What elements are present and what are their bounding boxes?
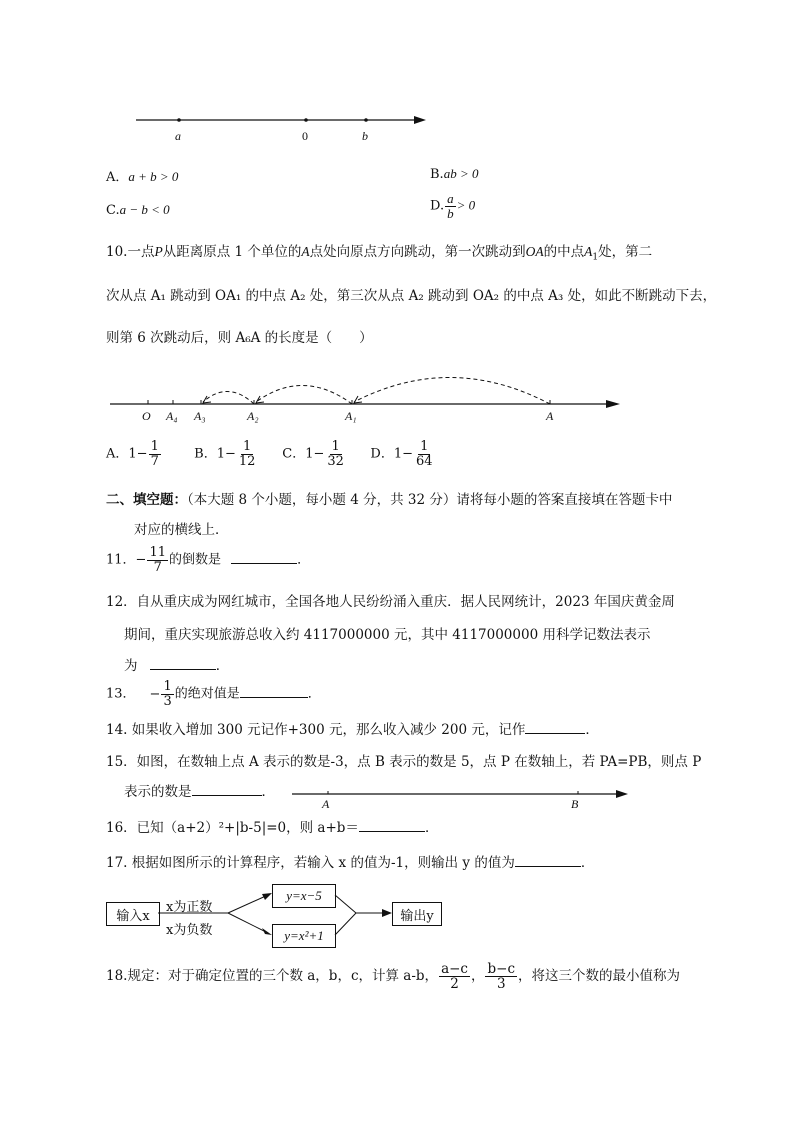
option-label: C． xyxy=(282,446,306,462)
option-expr: a − b < 0 xyxy=(119,202,170,217)
q9-label-a: a xyxy=(175,129,181,143)
flow-branch-positive: x为正数 xyxy=(166,900,213,915)
q10-line3: 则第 6 次跳动后，则 A₆A 的长度是（ ） xyxy=(106,330,373,346)
q10-label-A: A xyxy=(546,409,554,423)
text: 的中点 xyxy=(543,244,585,260)
q9-label-b: b xyxy=(362,129,368,143)
flow-input-box: 输入x xyxy=(106,902,160,926)
text: ． xyxy=(307,686,321,702)
q10-label-A3: A₃ xyxy=(194,409,206,423)
fraction-denominator: 7 xyxy=(153,559,162,575)
fraction-denominator: 2 xyxy=(450,976,459,993)
fraction-denominator: 7 xyxy=(150,453,159,469)
section2-desc: （本大题 8 个小题，每小题 4 分，共 32 分）请将每小题的答案直接填在答题卡中 xyxy=(187,492,673,508)
flow-branch-negative: x为负数 xyxy=(166,923,213,938)
option-prefix: 1− xyxy=(216,446,236,462)
q10-label-A4: A₄ xyxy=(166,409,178,423)
q10-label-A2: A₂ xyxy=(247,409,259,423)
text: 从距离原点 1 个单位的 xyxy=(162,244,302,260)
fraction-numerator: b−c xyxy=(487,961,515,977)
text: 表示的数是 xyxy=(124,784,192,800)
option-expr: a + b > 0 xyxy=(128,169,179,184)
fraction-numerator: a−c xyxy=(441,961,468,977)
question-number: 13． xyxy=(106,686,136,702)
flow-formula-bottom: y=x²+1 xyxy=(272,924,336,948)
section2-line2: 对应的横线上． xyxy=(134,522,229,538)
q10-line2: 次从点 A₁ 跳动到 OA₁ 的中点 A₂ 处，第三次从点 A₂ 跳动到 OA₂ 的中点 A₃ 处，如此不断跳动下去， xyxy=(106,288,717,304)
text: 点处向原点方向跳动，第一次跳动到 xyxy=(309,244,526,260)
q12-line2: 期间，重庆实现旅游总收入约 4117000000 元，其中 4117000000 用科学记数法表示 xyxy=(124,627,651,643)
text: 1 xyxy=(592,252,599,263)
q10-label-A1: A₁ xyxy=(345,409,357,423)
text: ． xyxy=(297,552,311,568)
fraction-denominator: 64 xyxy=(416,453,433,469)
option-label: D． xyxy=(370,446,394,462)
text: ． xyxy=(424,820,439,836)
text: 14. 如果收入增加 300 元记作+300 元，那么收入减少 200 元，记作 xyxy=(106,722,526,738)
fraction-denominator: 12 xyxy=(238,453,256,469)
option-prefix: 1− xyxy=(128,446,148,462)
fraction-denominator: 3 xyxy=(496,976,506,993)
option-expr: > 0 xyxy=(456,197,476,213)
sign: − xyxy=(135,552,147,568)
q12-line1: 12．自从重庆成为网红城市，全国各地人民纷纷涌入重庆．据人民网统计，2023 年国庆黄金周 xyxy=(106,594,675,610)
q9-label-zero: 0 xyxy=(302,129,308,143)
option-label: B． xyxy=(194,446,217,462)
question-number: 11． xyxy=(106,552,136,568)
text: P xyxy=(154,244,163,259)
fraction-denominator: b xyxy=(447,205,454,221)
fraction-numerator: 1 xyxy=(331,439,340,454)
text: 的绝对值是 xyxy=(174,686,240,702)
text: 17. 根据如图所示的计算程序，若输入 x 的值为-1，则输出 y 的值为 xyxy=(106,855,515,871)
option-prefix: 1− xyxy=(393,446,414,462)
fraction-denominator: 32 xyxy=(327,453,344,469)
option-expr: ab > 0 xyxy=(443,166,479,181)
text: 10.一点 xyxy=(106,244,155,260)
text: ． xyxy=(215,658,230,674)
text: OA xyxy=(525,244,544,259)
sign: − xyxy=(149,686,161,702)
text: A xyxy=(584,244,593,259)
fraction-numerator: 1 xyxy=(163,679,172,694)
section2-heading: 二、填空题： xyxy=(106,492,187,508)
flow-output-box: 输出y xyxy=(392,902,442,926)
text: 为 xyxy=(124,658,138,674)
q18: 18.规定：对于确定位置的三个数 a，b，c，计算 a-b， $\frac{a-c}{2}$ ， $\frac{b-c}{3}$ ，将这三个数的最小值称为 xyxy=(106,961,680,993)
fraction-denominator: 3 xyxy=(163,693,172,709)
option-label: C. xyxy=(106,203,120,218)
text: 处，第二 xyxy=(598,244,653,260)
option-label: A． xyxy=(106,170,129,185)
option-label: D. xyxy=(430,198,445,214)
fraction-numerator: 1 xyxy=(150,439,159,454)
q15-line1: 15．如图，在数轴上点 A 表示的数是-3，点 B 表示的数是 5，点 P 在数轴上，若 PA=PB，则点 P xyxy=(106,754,702,770)
q15-label-A: A xyxy=(322,797,330,811)
fraction-numerator: 1 xyxy=(243,439,252,454)
text: ． xyxy=(585,722,599,738)
text: A xyxy=(301,244,310,259)
option-label: B. xyxy=(430,167,444,182)
q10-label-O: O xyxy=(142,409,151,423)
text: 18.规定：对于确定位置的三个数 a，b，c，计算 a-b， xyxy=(106,968,439,985)
fraction-numerator: 11 xyxy=(149,545,166,560)
flow-formula-top: y=x−5 xyxy=(272,884,336,908)
text: ． xyxy=(580,855,595,871)
fraction-numerator: 1 xyxy=(420,439,429,454)
option-prefix: 1− xyxy=(305,446,325,462)
fraction-numerator: a xyxy=(447,191,454,206)
q15-label-B: B xyxy=(571,797,579,811)
text: ，将这三个数的最小值称为 xyxy=(518,968,680,985)
text: ． xyxy=(261,784,275,800)
text: 的倒数是 xyxy=(169,552,222,568)
option-label: A． xyxy=(106,446,129,462)
text: 16．已知（a+2）²+|b-5|=0，则 a+b＝ xyxy=(106,820,359,836)
